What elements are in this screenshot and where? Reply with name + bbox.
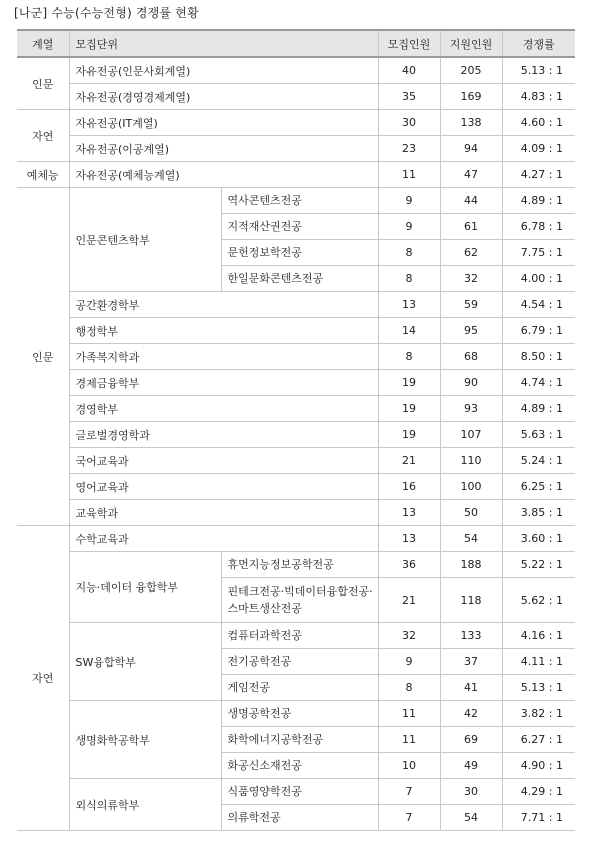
quota-cell: 19 xyxy=(378,396,440,422)
table-row xyxy=(17,318,575,344)
applicants-cell: 133 xyxy=(440,623,502,649)
rate-cell: 4.74 : 1 xyxy=(502,370,575,396)
applicants-cell: 110 xyxy=(440,448,502,474)
rate-cell: 3.82 : 1 xyxy=(502,701,575,727)
header-quota: 모집인원 xyxy=(378,30,440,57)
unit-cell: 가족복지학과 xyxy=(69,344,378,370)
major-cell: 생명공학전공 xyxy=(221,701,378,727)
quota-cell: 9 xyxy=(378,214,440,240)
rate-cell: 5.63 : 1 xyxy=(502,422,575,448)
unit-cell: 국어교육과 xyxy=(69,448,378,474)
rate-cell: 4.16 : 1 xyxy=(502,623,575,649)
table-row xyxy=(17,396,575,422)
applicants-cell: 100 xyxy=(440,474,502,500)
quota-cell: 9 xyxy=(378,188,440,214)
rate-cell: 4.83 : 1 xyxy=(502,84,575,110)
applicants-cell: 54 xyxy=(440,805,502,831)
rate-cell: 5.62 : 1 xyxy=(502,578,575,623)
unit-cell: 경영학부 xyxy=(69,396,378,422)
major-cell: 식품영양학전공 xyxy=(221,779,378,805)
rate-cell: 6.25 : 1 xyxy=(502,474,575,500)
quota-cell: 19 xyxy=(378,422,440,448)
header-unit: 모집단위 xyxy=(69,30,378,57)
table-row xyxy=(17,188,575,214)
applicants-cell: 61 xyxy=(440,214,502,240)
applicants-cell: 44 xyxy=(440,188,502,214)
rate-cell: 4.54 : 1 xyxy=(502,292,575,318)
applicants-cell: 138 xyxy=(440,110,502,136)
rate-cell: 7.75 : 1 xyxy=(502,240,575,266)
rate-cell: 4.11 : 1 xyxy=(502,649,575,675)
table-row xyxy=(17,344,575,370)
unit-cell: 교육학과 xyxy=(69,500,378,526)
quota-cell: 16 xyxy=(378,474,440,500)
rate-cell: 6.79 : 1 xyxy=(502,318,575,344)
quota-cell: 32 xyxy=(378,623,440,649)
quota-cell: 13 xyxy=(378,292,440,318)
major-cell: 한일문화콘텐츠전공 xyxy=(221,266,378,292)
applicants-cell: 30 xyxy=(440,779,502,805)
unit-cell: 자유전공(예체능계열) xyxy=(69,162,378,188)
major-cell: 컴퓨터과학전공 xyxy=(221,623,378,649)
quota-cell: 13 xyxy=(378,526,440,552)
applicants-cell: 94 xyxy=(440,136,502,162)
table-row xyxy=(17,136,575,162)
rate-cell: 5.13 : 1 xyxy=(502,57,575,84)
rate-cell: 3.60 : 1 xyxy=(502,526,575,552)
quota-cell: 23 xyxy=(378,136,440,162)
quota-cell: 36 xyxy=(378,552,440,578)
rate-cell: 6.27 : 1 xyxy=(502,727,575,753)
applicants-cell: 118 xyxy=(440,578,502,623)
major-cell: 화학에너지공학전공 xyxy=(221,727,378,753)
major-cell: 의류학전공 xyxy=(221,805,378,831)
applicants-cell: 41 xyxy=(440,675,502,701)
quota-cell: 9 xyxy=(378,649,440,675)
quota-cell: 7 xyxy=(378,779,440,805)
applicants-cell: 95 xyxy=(440,318,502,344)
quota-cell: 19 xyxy=(378,370,440,396)
unit-cell: 자유전공(경영경제계열) xyxy=(69,84,378,110)
quota-cell: 7 xyxy=(378,805,440,831)
quota-cell: 11 xyxy=(378,162,440,188)
rate-cell: 4.89 : 1 xyxy=(502,188,575,214)
header-rate: 경쟁률 xyxy=(502,30,575,57)
page-title: [나군] 수능(수능전형) 경쟁률 현황 xyxy=(14,6,199,20)
table-row xyxy=(17,701,575,727)
major-cell: 핀테크전공·빅데이터융합전공·스마트생산전공 xyxy=(221,578,378,623)
category-cell: 자연 xyxy=(17,110,69,162)
table-row xyxy=(17,57,575,84)
table-row xyxy=(17,110,575,136)
unit-cell: 글로벌경영학과 xyxy=(69,422,378,448)
applicants-cell: 68 xyxy=(440,344,502,370)
applicants-cell: 42 xyxy=(440,701,502,727)
quota-cell: 35 xyxy=(378,84,440,110)
major-cell: 지적재산권전공 xyxy=(221,214,378,240)
table-row xyxy=(17,500,575,526)
quota-cell: 11 xyxy=(378,727,440,753)
major-cell: 화공신소재전공 xyxy=(221,753,378,779)
quota-cell: 8 xyxy=(378,266,440,292)
unit-cell: 행정학부 xyxy=(69,318,378,344)
quota-cell: 10 xyxy=(378,753,440,779)
unit-cell: 생명화학공학부 xyxy=(69,701,221,779)
rate-cell: 4.00 : 1 xyxy=(502,266,575,292)
applicants-cell: 107 xyxy=(440,422,502,448)
rate-cell: 7.71 : 1 xyxy=(502,805,575,831)
applicants-cell: 69 xyxy=(440,727,502,753)
rate-cell: 8.50 : 1 xyxy=(502,344,575,370)
rate-cell: 5.24 : 1 xyxy=(502,448,575,474)
header-row xyxy=(17,30,575,57)
applicants-cell: 169 xyxy=(440,84,502,110)
unit-cell: 외식의류학부 xyxy=(69,779,221,831)
table-row xyxy=(17,422,575,448)
applicants-cell: 37 xyxy=(440,649,502,675)
category-cell: 예체능 xyxy=(17,162,69,188)
unit-cell: 자유전공(인문사회계열) xyxy=(69,57,378,84)
unit-cell: 지능·데이터 융합학부 xyxy=(69,552,221,623)
rate-cell: 5.22 : 1 xyxy=(502,552,575,578)
category-cell: 인문 xyxy=(17,57,69,110)
applicants-cell: 90 xyxy=(440,370,502,396)
quota-cell: 14 xyxy=(378,318,440,344)
quota-cell: 21 xyxy=(378,448,440,474)
quota-cell: 21 xyxy=(378,578,440,623)
category-cell: 인문 xyxy=(17,188,69,526)
unit-cell: 자유전공(이공계열) xyxy=(69,136,378,162)
applicants-cell: 188 xyxy=(440,552,502,578)
header-applicants: 지원인원 xyxy=(440,30,502,57)
applicants-cell: 49 xyxy=(440,753,502,779)
quota-cell: 8 xyxy=(378,344,440,370)
applicants-cell: 47 xyxy=(440,162,502,188)
quota-cell: 8 xyxy=(378,240,440,266)
table-row xyxy=(17,162,575,188)
quota-cell: 11 xyxy=(378,701,440,727)
major-cell: 문헌정보학전공 xyxy=(221,240,378,266)
quota-cell: 8 xyxy=(378,675,440,701)
applicants-cell: 62 xyxy=(440,240,502,266)
header-category: 계열 xyxy=(17,30,69,57)
major-cell: 게임전공 xyxy=(221,675,378,701)
rate-cell: 3.85 : 1 xyxy=(502,500,575,526)
table-row xyxy=(17,779,575,805)
category-cell: 자연 xyxy=(17,526,69,831)
table-row xyxy=(17,623,575,649)
major-cell: 전기공학전공 xyxy=(221,649,378,675)
rate-cell: 6.78 : 1 xyxy=(502,214,575,240)
unit-cell: 경제금융학부 xyxy=(69,370,378,396)
table-row xyxy=(17,552,575,578)
table-row xyxy=(17,474,575,500)
quota-cell: 13 xyxy=(378,500,440,526)
table-row xyxy=(17,448,575,474)
table-row xyxy=(17,84,575,110)
rate-cell: 4.89 : 1 xyxy=(502,396,575,422)
table-row xyxy=(17,292,575,318)
table-row xyxy=(17,370,575,396)
unit-cell: 인문콘텐츠학부 xyxy=(69,188,221,292)
applicants-cell: 32 xyxy=(440,266,502,292)
unit-cell: SW융합학부 xyxy=(69,623,221,701)
applicants-cell: 50 xyxy=(440,500,502,526)
major-cell: 휴먼지능정보공학전공 xyxy=(221,552,378,578)
rate-cell: 4.60 : 1 xyxy=(502,110,575,136)
unit-cell: 수학교육과 xyxy=(69,526,378,552)
rate-cell: 4.09 : 1 xyxy=(502,136,575,162)
rate-cell: 4.90 : 1 xyxy=(502,753,575,779)
unit-cell: 공간환경학부 xyxy=(69,292,378,318)
unit-cell: 영어교육과 xyxy=(69,474,378,500)
unit-cell: 자유전공(IT계열) xyxy=(69,110,378,136)
applicants-cell: 93 xyxy=(440,396,502,422)
quota-cell: 30 xyxy=(378,110,440,136)
competition-table xyxy=(17,29,575,831)
rate-cell: 4.29 : 1 xyxy=(502,779,575,805)
major-cell: 역사콘텐츠전공 xyxy=(221,188,378,214)
table-row xyxy=(17,526,575,552)
applicants-cell: 54 xyxy=(440,526,502,552)
rate-cell: 4.27 : 1 xyxy=(502,162,575,188)
quota-cell: 40 xyxy=(378,57,440,84)
applicants-cell: 59 xyxy=(440,292,502,318)
applicants-cell: 205 xyxy=(440,57,502,84)
rate-cell: 5.13 : 1 xyxy=(502,675,575,701)
